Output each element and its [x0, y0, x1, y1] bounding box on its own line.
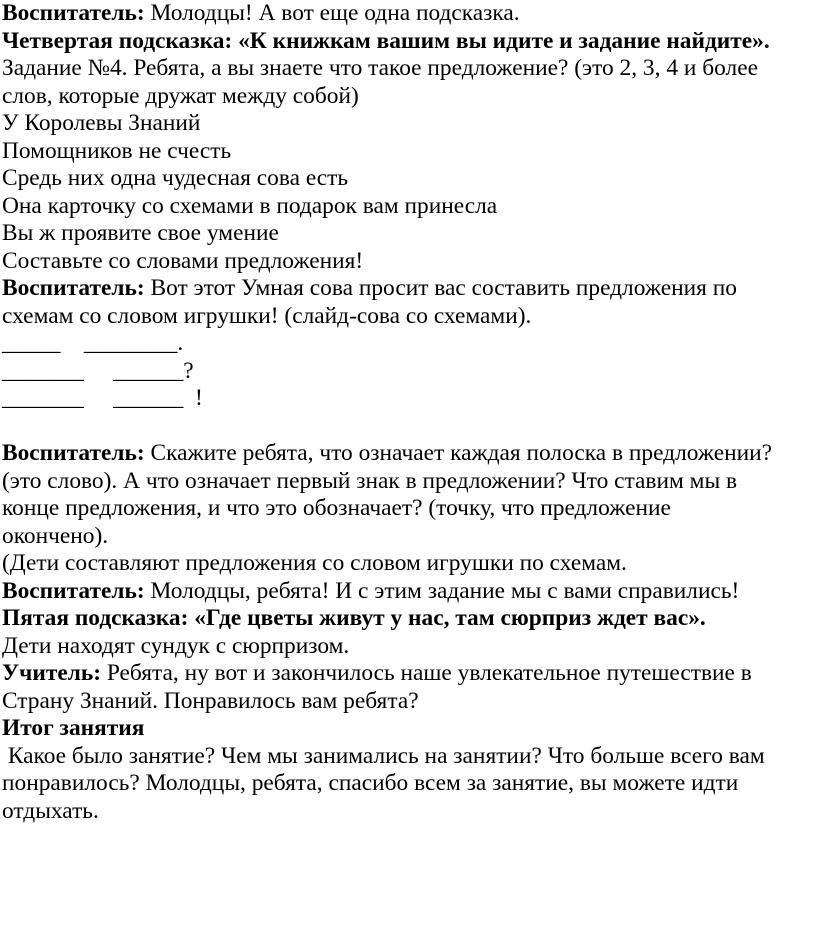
paragraph-line: окончено). — [2, 522, 109, 549]
paragraph-text: Ребята, ну вот и закончилось наше увлекательное путешествие в — [101, 660, 752, 686]
poem-line: Составьте со словами предложения! — [2, 247, 364, 274]
summary-line: Какое было занятие? Чем мы занимались на занятии? Что больше всего вам — [2, 742, 765, 769]
paragraph-teacher-line-2: Страну Знаний. Понравилось вам ребята? — [2, 687, 419, 714]
speaker-label: Воспитатель: — [2, 275, 145, 301]
summary-line: понравилось? Молодцы, ребята, спасибо всем за занятие, вы можете идти — [2, 770, 739, 796]
summary-line: отдыхать. — [2, 797, 99, 824]
paragraph-text: Молодцы! А вот еще одна подсказка. — [144, 0, 520, 26]
paragraph-text: Молодцы, ребята! И с этим задание мы с вами справились! — [144, 577, 740, 604]
paragraph-text: Вот этот Умная сова просит вас составить предложения по — [144, 275, 737, 301]
paragraph-educator-owl-line-2: схемам со словом игрушки! (слайд-сова со схемами). — [2, 302, 532, 329]
sentence-schema: _______ ______ ! — [2, 385, 203, 411]
poem-line: Она карточку со схемами в подарок вам принесла — [2, 192, 498, 219]
speaker-label: Воспитатель: — [2, 440, 145, 466]
paragraph-children-compose: (Дети составляют предложения со словом игрушки по схемам. — [2, 550, 627, 576]
summary-heading: Итог занятия — [2, 715, 145, 741]
speaker-label: Учитель: — [2, 660, 101, 686]
document-body — [2, 0, 814, 825]
paragraph-educator-owl — [2, 275, 814, 303]
paragraph-line: (это слово). А что означает первый знак в предложении? Что ставим мы в — [2, 467, 738, 494]
paragraph-text: Скажите ребята, что означает каждая полоска в предложении? — [144, 440, 773, 466]
poem-line: Вы ж проявите свое умение — [2, 220, 279, 246]
paragraph-teacher — [2, 660, 814, 688]
paragraph-educator-praise — [2, 0, 814, 28]
paragraph-educator-question — [2, 440, 814, 468]
poem-line: У Королевы Знаний — [2, 110, 201, 136]
sentence-schema: _______ ______? — [2, 357, 194, 384]
poem-line: Средь них одна чудесная сова есть — [2, 165, 349, 191]
hint-five-heading: Пятая подсказка: «Где цветы живут у нас, там сюрприз ждет вас». — [2, 605, 706, 631]
hint-four-heading: Четвертая подсказка: «К книжкам вашим вы идите и задание найдите». — [2, 27, 770, 54]
paragraph-chest-found: Дети находят сундук с сюрпризом. — [2, 632, 350, 659]
paragraph-line: конце предложения, и что это обозначает? (точку, что предложение — [2, 495, 671, 521]
poem-line: Помощников не счесть — [2, 137, 232, 164]
task-four-line-1: Задание №4. Ребята, а вы знаете что такое предложение? (это 2, 3, 4 и более — [2, 55, 758, 81]
speaker-label: Воспитатель: — [2, 0, 145, 26]
paragraph-educator-well-done — [2, 578, 814, 606]
sentence-schema: _____ ________. — [2, 330, 184, 356]
speaker-label: Воспитатель: — [2, 577, 145, 604]
blank-line — [2, 413, 814, 441]
task-four-line-2: слов, которые дружат между собой) — [2, 82, 359, 109]
